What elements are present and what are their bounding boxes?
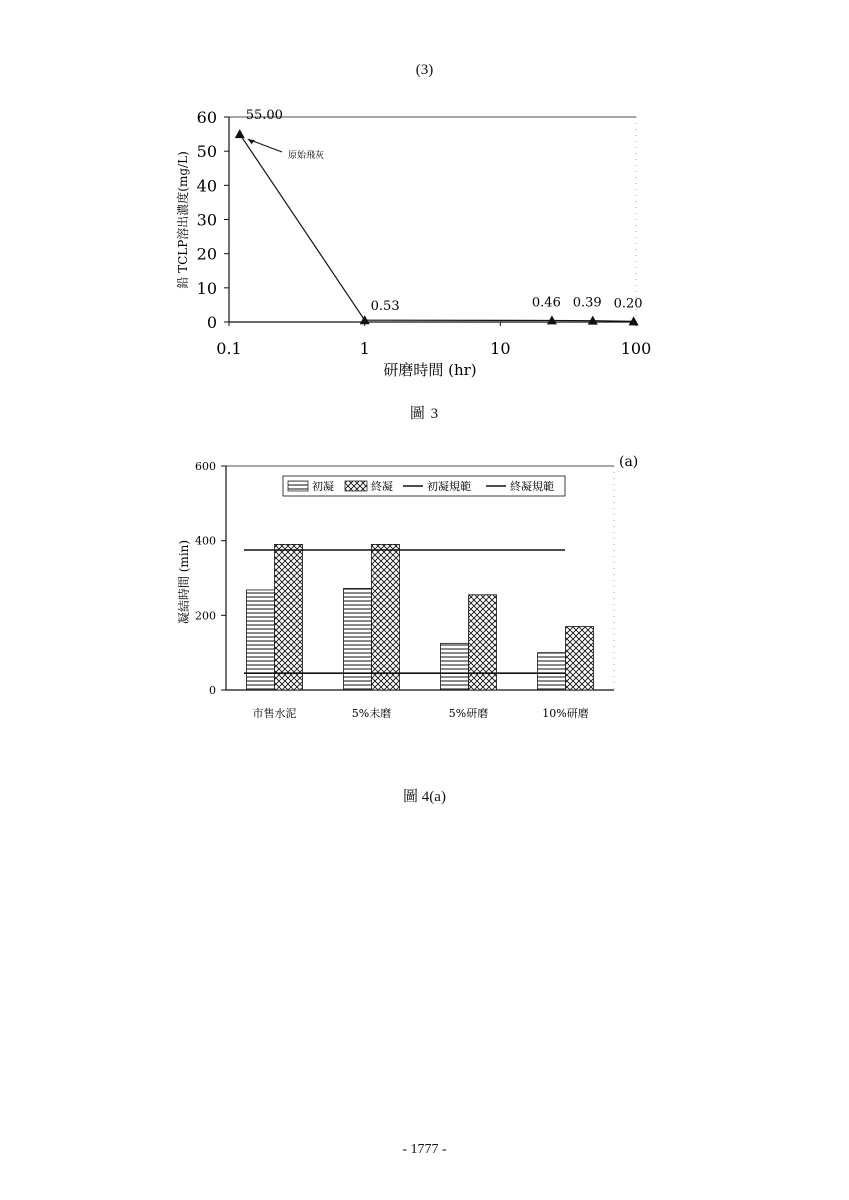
- chart1-x-tick-label: 10: [490, 339, 511, 358]
- chart2-y-tick-label: 0: [209, 684, 216, 697]
- chart1-annotation-text: 原始飛灰: [288, 151, 325, 161]
- chart2-y-tick-label: 400: [195, 534, 216, 548]
- chart2-bar-final-set: [275, 544, 303, 690]
- chart2-legend-label: 終凝規範: [510, 480, 554, 493]
- chart2-legend-label: 初凝規範: [427, 480, 471, 493]
- chart1-y-axis-label: 鉛 TCLP溶出濃度(mg/L): [176, 151, 190, 289]
- figure-3-caption: 圖 3: [409, 406, 440, 422]
- chart1-data-label: 0.20: [613, 296, 643, 312]
- chart2-bar-initial-set: [247, 590, 275, 690]
- chart1-y-tick-label: 30: [196, 210, 217, 230]
- chart2-category-label: 市售水泥: [252, 707, 297, 720]
- chart2-ticks: [195, 460, 226, 697]
- chart2-bar-final-set: [372, 544, 400, 690]
- chart2-category-label: 5%研磨: [448, 707, 489, 720]
- chart2-category-label: 10%研磨: [542, 707, 589, 720]
- chart2-y-axis-label: 凝結時間 (min): [177, 539, 191, 625]
- chart2-legend-swatch-final: [345, 481, 367, 491]
- chart2-bars: [247, 544, 594, 690]
- chart2-bar-final-set: [566, 627, 594, 690]
- chart2-bar-initial-set: [344, 588, 372, 690]
- chart2-bar-final-set: [469, 595, 497, 690]
- chart1-x-tick-label: 1: [359, 339, 370, 358]
- section-label: (3): [415, 62, 434, 78]
- chart1-y-tick-label: 50: [196, 142, 217, 162]
- chart2-y-tick-label: 200: [195, 609, 216, 623]
- chart1-y-tick-label: 60: [196, 108, 217, 127]
- chart2-category-label: 5%未磨: [351, 707, 392, 720]
- chart1-x-tick-label: 0.1: [216, 339, 242, 358]
- chart1-y-tick-label: 20: [196, 244, 217, 264]
- chart2-bar-initial-set: [538, 653, 566, 690]
- chart1-data-label: 0.39: [572, 295, 602, 311]
- chart1-y-tick-label: 10: [196, 278, 217, 298]
- chart1-data-label: 55.00: [245, 108, 283, 124]
- chart1-y-tick-label: 0: [206, 313, 217, 332]
- chart1-data-label: 0.53: [370, 299, 400, 315]
- chart2-bar-initial-set: [441, 643, 469, 690]
- page-number: - 1777 -: [402, 1142, 447, 1157]
- chart2-panel-label: (a): [619, 454, 639, 470]
- chart1-x-tick-label: 100: [620, 339, 652, 358]
- chart1-y-tick-label: 40: [196, 176, 217, 196]
- chart2-y-tick-label: 600: [195, 460, 216, 473]
- chart2-legend-label: 初凝: [312, 480, 334, 493]
- chart2-legend: [283, 476, 565, 496]
- chart1-data-label: 0.46: [531, 295, 561, 311]
- chart1-x-axis-label: 研磨時間 (hr): [383, 361, 477, 379]
- figure-4a-caption: 圖 4(a): [403, 789, 446, 805]
- chart2-legend-swatch-initial: [288, 481, 308, 491]
- chart2-category-labels: [253, 706, 589, 720]
- chart2-legend-label: 終凝: [371, 480, 393, 493]
